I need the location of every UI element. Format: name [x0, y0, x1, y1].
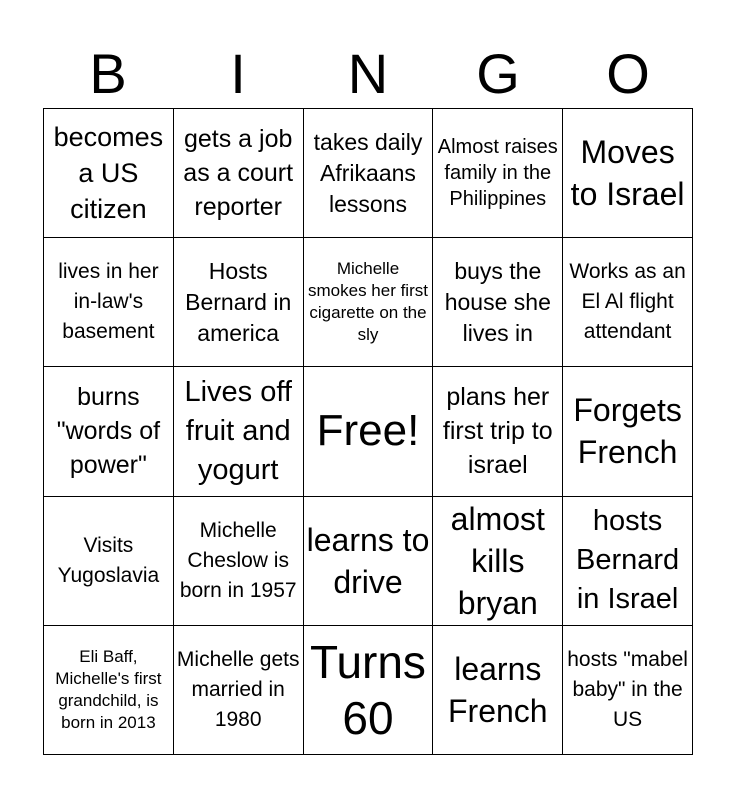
cell-text: Moves to Israel — [570, 134, 685, 213]
bingo-header — [43, 40, 693, 108]
bingo-cell[interactable] — [433, 626, 563, 755]
cell-text: Michelle Cheslow is born in 1957 — [179, 518, 297, 602]
bingo-cell[interactable] — [174, 367, 304, 496]
bingo-cell[interactable] — [563, 626, 693, 755]
cell-text: Michelle smokes her first cigarette on the sly — [308, 259, 428, 345]
bingo-cell[interactable] — [174, 238, 304, 367]
bingo-cell[interactable] — [433, 238, 563, 367]
bingo-cell[interactable] — [304, 367, 434, 496]
bingo-cell[interactable] — [304, 497, 434, 626]
cell-text: hosts "mabel baby" in the US — [567, 647, 688, 731]
bingo-grid — [43, 108, 693, 755]
free-space: Free! — [316, 406, 420, 456]
cell-text: learns French — [447, 650, 548, 729]
bingo-cell[interactable] — [44, 109, 174, 238]
bingo-cell[interactable] — [563, 238, 693, 367]
bingo-cell[interactable] — [563, 367, 693, 496]
bingo-cell[interactable] — [174, 626, 304, 755]
bingo-cell[interactable] — [433, 497, 563, 626]
cell-text: burns "words of power" — [56, 383, 161, 480]
header-letter-i: I — [230, 42, 246, 105]
bingo-cell[interactable] — [174, 497, 304, 626]
bingo-cell[interactable] — [433, 367, 563, 496]
bingo-cell[interactable] — [304, 238, 434, 367]
bingo-cell[interactable] — [563, 109, 693, 238]
cell-text: Turns 60 — [310, 635, 426, 744]
bingo-cell[interactable] — [44, 367, 174, 496]
cell-text: gets a job as a court reporter — [183, 125, 294, 222]
header-letter-b: B — [89, 42, 127, 105]
cell-text: hosts Bernard in Israel — [576, 505, 680, 616]
cell-text: learns to drive — [306, 521, 430, 600]
bingo-cell[interactable] — [304, 109, 434, 238]
cell-text: takes daily Afrikaans lessons — [313, 128, 423, 217]
cell-text: plans her first trip to israel — [442, 383, 553, 480]
cell-text: buys the house she lives in — [444, 257, 551, 346]
header-letter-n: N — [347, 42, 389, 105]
header-letter-o: O — [606, 42, 650, 105]
header-letter-g: G — [476, 42, 520, 105]
cell-text: lives in her in-law's basement — [58, 260, 159, 344]
cell-text: Forgets French — [573, 392, 682, 471]
bingo-cell[interactable] — [44, 238, 174, 367]
bingo-cell[interactable] — [304, 626, 434, 755]
cell-text: Hosts Bernard in america — [185, 257, 292, 346]
cell-text: becomes a US citizen — [53, 122, 164, 225]
cell-text: almost kills bryan — [450, 500, 545, 621]
bingo-cell[interactable] — [44, 497, 174, 626]
bingo-cell[interactable] — [433, 109, 563, 238]
cell-text: Works as an El Al flight attendant — [569, 260, 686, 344]
bingo-cell[interactable] — [44, 626, 174, 755]
cell-text: Almost raises family in the Philippines — [437, 136, 558, 211]
cell-text: Eli Baff, Michelle's first grandchild, is born in 2013 — [55, 646, 162, 732]
cell-text: Visits Yugoslavia — [57, 533, 160, 587]
cell-text: Lives off fruit and yogurt — [184, 375, 292, 486]
cell-text: Michelle gets married in 1980 — [176, 647, 300, 731]
bingo-cell[interactable] — [563, 497, 693, 626]
bingo-cell[interactable] — [174, 109, 304, 238]
